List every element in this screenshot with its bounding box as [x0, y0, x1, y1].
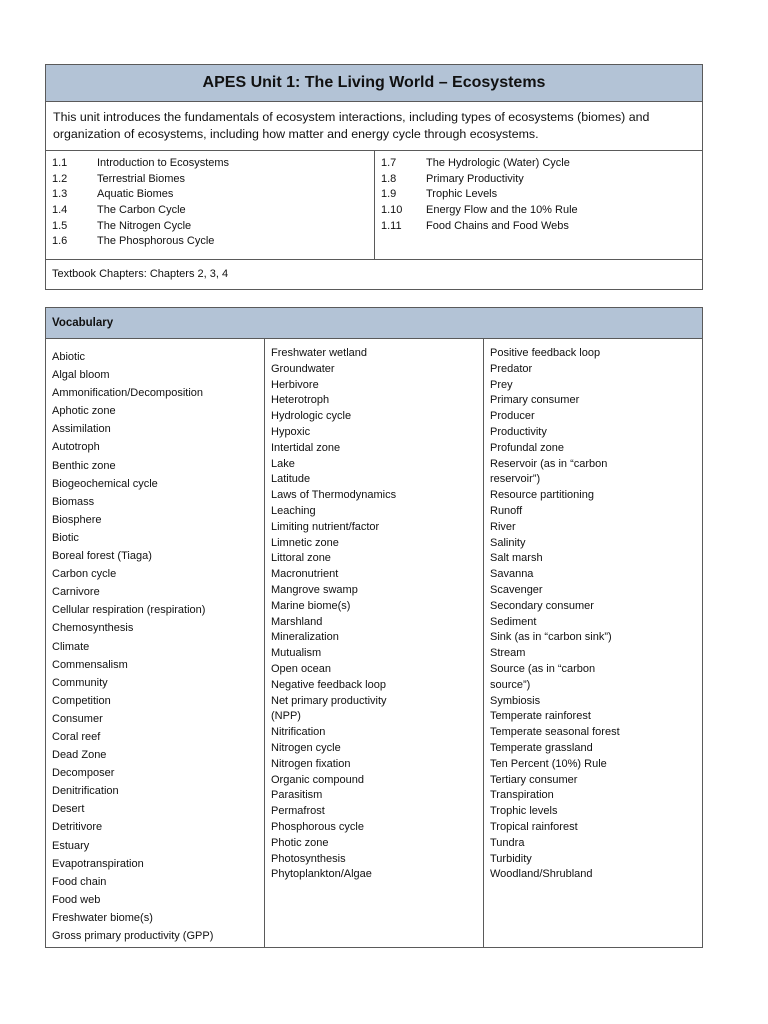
vocab-term: Heterotroph	[271, 394, 330, 407]
vocab-term: Food web	[52, 893, 101, 906]
vocab-term: Sediment	[490, 615, 537, 628]
vocab-term: Leaching	[271, 504, 316, 517]
vocab-term: Ammonification/Decomposition	[52, 387, 204, 400]
vocab-term: Lake	[271, 457, 295, 470]
vocab-term: Carbon cycle	[52, 568, 117, 581]
vocab-term: Chemosynthesis	[52, 622, 134, 635]
vocab-term: Benthic zone	[52, 459, 116, 472]
vocab-term: Community	[52, 676, 108, 689]
topic-row	[52, 234, 374, 250]
vocab-term: Denitrification	[52, 785, 119, 798]
vocab-term: reservoir”)	[490, 473, 541, 486]
vocab-term: source”)	[490, 678, 531, 691]
vocab-term: Runoff	[490, 504, 523, 517]
vocab-term: Organic compound	[271, 773, 364, 786]
vocab-term: Sink (as in “carbon sink”)	[490, 631, 612, 644]
topic-label: Trophic Levels	[426, 188, 498, 201]
vocab-term: Abiotic	[52, 351, 86, 363]
vocab-term: Scavenger	[490, 583, 543, 596]
topic-label: Food Chains and Food Webs	[426, 219, 569, 232]
vocab-term: Prey	[490, 378, 513, 391]
vocab-term: Laws of Thermodynamics	[271, 489, 397, 502]
topic-label: Terrestrial Biomes	[97, 172, 186, 185]
unit-intro: This unit introduces the fundamentals of ecosystem interactions, including types of ecosystems (biomes) and organization of ecosystems, including how matter and energy cycle through ecosystems.	[46, 102, 702, 151]
vocab-term: Food chain	[52, 875, 107, 888]
vocab-term: Source (as in “carbon	[490, 662, 596, 675]
vocab-term: Competition	[52, 694, 111, 707]
vocab-term: Freshwater biome(s)	[52, 911, 153, 924]
topic-number: 1.10	[381, 204, 403, 217]
vocab-term: Phytoplankton/Algae	[271, 868, 372, 881]
vocab-term: Primary consumer	[490, 394, 580, 407]
vocab-term: Consumer	[52, 712, 103, 725]
vocab-term: Predator	[490, 362, 533, 375]
vocab-term: Transpiration	[490, 789, 554, 802]
vocab-term: Gross primary productivity (GPP)	[52, 930, 214, 942]
vocab-term: Permafrost	[271, 805, 325, 818]
topic-list	[46, 151, 702, 260]
vocab-term: Temperate seasonal forest	[490, 726, 620, 739]
vocab-term: Phosphorous cycle	[271, 820, 364, 833]
vocab-term: Littoral zone	[271, 552, 331, 565]
vocab-term: Salt marsh	[490, 552, 543, 565]
vocab-term: Herbivore	[271, 378, 319, 391]
unit-overview-table	[45, 64, 703, 290]
vocab-term: Woodland/Shrubland	[490, 868, 593, 881]
vocab-term: Open ocean	[271, 662, 331, 675]
topic-label: The Hydrologic (Water) Cycle	[426, 157, 570, 169]
textbook-chapters: Textbook Chapters: Chapters 2, 3, 4	[52, 268, 229, 280]
topic-row	[381, 172, 702, 188]
topic-row	[52, 156, 374, 172]
vocab-term: Parasitism	[271, 789, 323, 802]
vocab-term: Assimilation	[52, 423, 111, 436]
topic-number: 1.11	[381, 219, 402, 232]
vocab-term: Photic zone	[271, 836, 329, 849]
vocab-term: Intertidal zone	[271, 441, 341, 454]
vocabulary-columns	[46, 339, 702, 947]
vocab-term: Stream	[490, 647, 526, 660]
topic-number: 1.1	[52, 157, 68, 169]
vocab-term: Turbidity	[490, 852, 532, 865]
vocab-term: Reservoir (as in “carbon	[490, 457, 608, 470]
topic-label: The Nitrogen Cycle	[97, 219, 192, 232]
vocab-term: Nitrogen cycle	[271, 741, 341, 754]
vocab-term: Nitrogen fixation	[271, 757, 351, 770]
vocabulary-table	[45, 307, 703, 948]
vocab-term: Profundal zone	[490, 441, 564, 454]
vocab-term: Evapotranspiration	[52, 857, 144, 870]
topic-row	[52, 172, 374, 188]
topic-row	[52, 219, 374, 235]
vocab-term: Autotroph	[52, 441, 100, 454]
vocab-column-3	[484, 339, 702, 947]
vocab-term: Dead Zone	[52, 749, 107, 762]
vocab-column-1	[46, 339, 265, 947]
vocab-term: Biomass	[52, 495, 95, 508]
vocab-term: Ten Percent (10%) Rule	[490, 757, 607, 770]
vocab-term: Photosynthesis	[271, 852, 346, 865]
vocab-term: Resource partitioning	[490, 489, 594, 502]
vocab-term: Latitude	[271, 473, 311, 486]
topic-row	[381, 156, 702, 172]
vocab-term: Marine biome(s)	[271, 599, 351, 612]
vocab-term: Freshwater wetland	[271, 347, 367, 359]
topic-number: 1.4	[52, 204, 68, 217]
vocab-term: Hydrologic cycle	[271, 410, 352, 423]
vocab-term: Trophic levels	[490, 805, 558, 818]
vocab-term: Limiting nutrient/factor	[271, 520, 380, 533]
topic-number: 1.2	[52, 172, 68, 185]
vocab-term: Net primary productivity	[271, 694, 387, 707]
topic-row	[381, 187, 702, 203]
vocab-term: Producer	[490, 410, 535, 423]
vocab-term: River	[490, 520, 516, 533]
vocab-term: Mangrove swamp	[271, 583, 358, 596]
vocab-term: Temperate grassland	[490, 741, 593, 754]
vocab-term: Nitrification	[271, 726, 326, 739]
vocab-term: (NPP)	[271, 710, 301, 723]
topic-number: 1.9	[381, 188, 397, 201]
vocab-column-2	[265, 339, 484, 947]
vocab-term: Aphotic zone	[52, 405, 116, 418]
vocab-term: Marshland	[271, 615, 323, 628]
vocab-term: Boreal forest (Tiaga)	[52, 550, 152, 563]
vocab-term: Biosphere	[52, 513, 102, 526]
vocab-term: Cellular respiration (respiration)	[52, 604, 206, 617]
topic-column-right	[375, 151, 702, 259]
vocab-term: Tundra	[490, 836, 525, 849]
vocab-term: Salinity	[490, 536, 526, 549]
topic-label: The Phosphorous Cycle	[97, 235, 215, 248]
vocab-term: Carnivore	[52, 586, 100, 599]
vocab-term: Commensalism	[52, 658, 128, 671]
vocab-term: Negative feedback loop	[271, 678, 386, 691]
topic-number: 1.6	[52, 235, 68, 248]
vocab-term: Estuary	[52, 839, 90, 852]
vocab-term: Macronutrient	[271, 568, 339, 581]
vocab-term: Savanna	[490, 568, 534, 581]
vocab-term: Algal bloom	[52, 369, 110, 382]
topic-label: The Carbon Cycle	[97, 204, 186, 217]
vocab-term: Secondary consumer	[490, 599, 594, 612]
vocab-term: Desert	[52, 803, 85, 816]
vocab-term: Limnetic zone	[271, 536, 339, 549]
vocab-term: Climate	[52, 640, 90, 653]
vocab-term: Coral reef	[52, 730, 101, 743]
vocab-term: Biogeochemical cycle	[52, 477, 158, 490]
vocab-term: Tertiary consumer	[490, 773, 578, 786]
vocab-term: Positive feedback loop	[490, 347, 601, 359]
vocab-term: Groundwater	[271, 362, 335, 375]
topic-label: Aquatic Biomes	[97, 188, 174, 201]
vocab-term: Decomposer	[52, 767, 115, 780]
topic-row	[381, 219, 702, 235]
topic-label: Primary Productivity	[426, 172, 524, 185]
topic-number: 1.8	[381, 172, 397, 185]
topic-row	[381, 203, 702, 219]
topic-row	[52, 187, 374, 203]
vocab-term: Symbiosis	[490, 694, 541, 707]
topic-column-left	[46, 151, 375, 259]
topic-row	[52, 203, 374, 219]
vocab-term: Biotic	[52, 531, 79, 544]
unit-title: APES Unit 1: The Living World – Ecosystems	[46, 65, 702, 102]
vocabulary-header: Vocabulary	[46, 308, 702, 339]
vocab-term: Tropical rainforest	[490, 820, 578, 833]
vocab-term: Hypoxic	[271, 425, 311, 438]
topic-label: Energy Flow and the 10% Rule	[426, 204, 578, 217]
topic-number: 1.3	[52, 188, 68, 201]
topic-label: Introduction to Ecosystems	[97, 157, 230, 169]
vocab-term: Mineralization	[271, 631, 339, 644]
vocab-term: Mutualism	[271, 647, 322, 660]
topic-number: 1.7	[381, 157, 397, 169]
vocab-term: Productivity	[490, 425, 547, 438]
vocab-term: Detritivore	[52, 821, 103, 834]
topic-number: 1.5	[52, 219, 68, 232]
vocab-term: Temperate rainforest	[490, 710, 591, 723]
